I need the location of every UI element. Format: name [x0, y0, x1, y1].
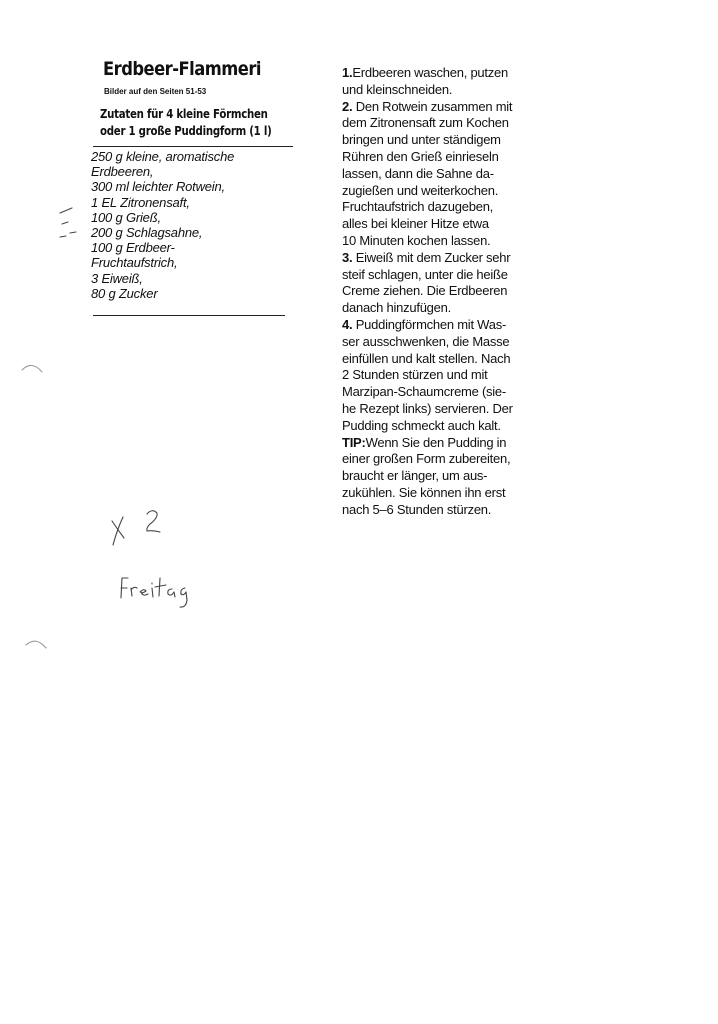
step-line: danach hinzufügen.	[342, 300, 451, 316]
step-text: Erdbeeren waschen, putzen	[352, 65, 508, 80]
step-line: he Rezept links) servieren. Der	[342, 400, 513, 416]
ingredient-line: 3 Eiweiß,	[91, 270, 143, 286]
ingredient-line: 100 g Erdbeer-	[91, 240, 175, 256]
step-line: Marzipan-Schaumcreme (sie-	[342, 384, 506, 400]
step-line: dem Zitronensaft zum Kochen	[342, 115, 509, 131]
ingredient-line: Erdbeeren,	[91, 164, 154, 180]
step-line: bringen und unter ständigem	[342, 132, 501, 148]
step-text: Eiweiß mit dem Zucker sehr	[355, 249, 511, 265]
ingredients-heading-line: Zutaten für 4 kleine Förmchen	[100, 107, 268, 121]
step-line: zugießen und weiterkochen.	[342, 182, 499, 198]
step-line: 10 Minuten kochen lassen.	[342, 232, 491, 248]
step-number: 3.	[342, 249, 353, 265]
punch-hole-mark	[26, 641, 46, 648]
margin-tick	[60, 232, 76, 237]
recipe-subtitle: Bilder auf den Seiten 51-53	[104, 87, 207, 96]
tip-label: TIP:	[342, 434, 366, 450]
step-line: lassen, dann die Sahne da-	[342, 165, 494, 181]
margin-tick	[62, 222, 68, 224]
step-number: 1.	[342, 65, 353, 80]
ingredient-line: 300 ml leichter Rotwein,	[91, 179, 225, 195]
step-line: Pudding schmeckt auch kalt.	[342, 417, 501, 433]
ingredient-line: Fruchtaufstrich,	[91, 255, 178, 271]
tip-line: nach 5–6 Stunden stürzen.	[342, 501, 492, 517]
tip-line: zukühlen. Sie können ihn erst	[342, 484, 506, 500]
step-line: und kleinschneiden.	[342, 81, 453, 97]
ingredient-line: 200 g Schlagsahne,	[91, 225, 203, 241]
handwritten-note-freitag	[121, 578, 187, 607]
ingredient-line: 100 g Grieß,	[91, 209, 161, 225]
handwritten-note-x2	[112, 511, 160, 545]
step-line: steif schlagen, unter die heiße	[342, 266, 508, 282]
tip-line: einer großen Form zubereiten,	[342, 451, 511, 467]
step-number: 4.	[342, 316, 353, 332]
ingredient-line: 250 g kleine, aromatische	[91, 149, 235, 164]
step-line: einfüllen und kalt stellen. Nach	[342, 350, 511, 366]
step-line: ser ausschwenken, die Masse	[342, 333, 510, 349]
step-text: Den Rotwein zusammen mit	[355, 98, 513, 114]
step-line: 2 Stunden stürzen und mit	[342, 367, 488, 383]
step-number: 2.	[342, 98, 353, 114]
recipe-title: Erdbeer-Flammeri	[103, 58, 261, 80]
tip-line: braucht er länger, um aus-	[342, 468, 488, 484]
punch-hole-mark	[22, 365, 42, 372]
step-line: Creme ziehen. Die Erdbeeren	[342, 283, 508, 299]
step-text: Puddingförmchen mit Was-	[355, 316, 507, 332]
ingredients-heading-line: oder 1 große Puddingform (1 l)	[100, 124, 272, 138]
tip-text: Wenn Sie den Pudding in	[365, 434, 507, 450]
step-line: Rühren den Grieß einrieseln	[342, 148, 499, 164]
step-line: alles bei kleiner Hitze etwa	[342, 216, 489, 232]
margin-tick	[60, 208, 72, 213]
ingredient-line: 80 g Zucker	[91, 285, 158, 301]
step-line: Fruchtaufstrich dazugeben,	[342, 199, 494, 215]
ingredient-line: 1 EL Zitronensaft,	[91, 194, 190, 210]
